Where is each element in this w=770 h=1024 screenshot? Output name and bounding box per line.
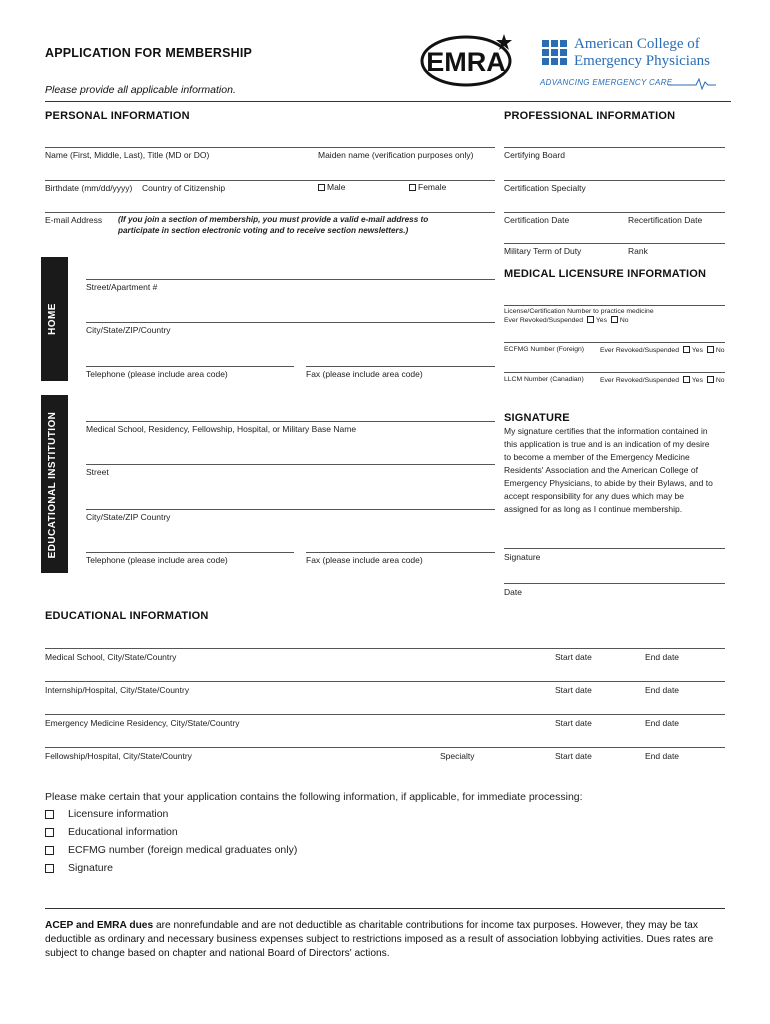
institution-phone-label: Telephone (please include area code): [86, 555, 228, 565]
checklist-item[interactable]: [45, 844, 297, 856]
home-phone-label: Telephone (please include area code): [86, 369, 228, 379]
ecfmg-revoked-row: [600, 346, 725, 354]
male-option[interactable]: [318, 182, 345, 192]
cert-date-line[interactable]: [504, 212, 725, 213]
certifying-board-line[interactable]: [504, 147, 725, 148]
signature-text-line: My signature certifies that the information contained in: [504, 426, 708, 436]
llcm-no-checkbox[interactable]: [707, 376, 714, 383]
email-note-line1: (If you join a section of membership, you must provide a valid e-mail address to: [118, 215, 429, 224]
edu-end-label: End date: [645, 685, 680, 695]
license-number-line[interactable]: [504, 305, 725, 306]
acep-name-line1: American College of: [574, 36, 700, 52]
signature-text-line: assigned for as long as I continue membership.: [504, 504, 683, 514]
license-revoked-row: [504, 316, 629, 324]
checklist-checkbox[interactable]: [45, 864, 54, 873]
birthdate-label: Birthdate (mm/dd/yyyy): [45, 183, 133, 193]
home-street-label: Street/Apartment #: [86, 282, 158, 292]
dues-disclaimer-line2: deductible as ordinary and necessary business expenses subject to restrictions imposed as a result of association lobbying activities. Dues rates are: [45, 934, 714, 945]
signature-text-line: accept responsibility for any dues which may be: [504, 491, 685, 501]
edu-start-label: Start date: [555, 652, 592, 662]
page-subtitle: Please provide all applicable information.: [45, 84, 236, 96]
male-label: Male: [327, 182, 346, 192]
institution-sidebar-label: EDUCATIONAL INSTITUTION: [47, 411, 58, 559]
page-title: APPLICATION FOR MEMBERSHIP: [45, 46, 253, 60]
edu-start-label: Start date: [555, 751, 592, 761]
edu-row-line[interactable]: [45, 747, 725, 748]
ecfmg-no-label: No: [715, 347, 725, 354]
llcm-line[interactable]: [504, 372, 725, 373]
institution-fax-label: Fax (please include area code): [306, 555, 423, 565]
male-checkbox[interactable]: [318, 184, 325, 191]
home-sidebar-label: HOME: [47, 303, 58, 335]
svg-text:EMRA: EMRA: [426, 47, 506, 77]
checklist-item-label: ECFMG number (foreign medical graduates only): [68, 844, 298, 856]
signature-text-line: this application is true and is an indication of my desire: [504, 439, 710, 449]
home-city-label: City/State/ZIP/Country: [86, 325, 171, 335]
institution-city-label: City/State/ZIP Country: [86, 512, 171, 522]
email-note-line2: participate in section electronic voting and to receive section newsletters.): [118, 226, 409, 235]
ecfmg-yes-label: Yes: [691, 347, 703, 354]
institution-street-line[interactable]: [86, 464, 495, 465]
heartbeat-line-icon: [668, 76, 716, 90]
home-fax-line[interactable]: [306, 366, 495, 367]
ecfmg-line[interactable]: [504, 342, 725, 343]
edu-row-label: Medical School, City/State/Country: [45, 652, 177, 662]
signature-heading: SIGNATURE: [504, 412, 570, 424]
edu-row-label: Fellowship/Hospital, City/State/Country: [45, 751, 192, 761]
cert-date-label: Certification Date: [504, 215, 570, 225]
military-term-label: Military Term of Duty: [504, 246, 582, 256]
dues-disclaimer: [45, 919, 735, 961]
checklist-item[interactable]: [45, 862, 113, 874]
llcm-yes-label: Yes: [691, 377, 703, 384]
llcm-no-label: No: [715, 377, 725, 384]
acep-emblem-icon: [540, 38, 570, 72]
license-no-label: No: [619, 317, 629, 324]
home-phone-line[interactable]: [86, 366, 294, 367]
certifying-board-label: Certifying Board: [504, 150, 565, 160]
institution-phone-line[interactable]: [86, 552, 294, 553]
checklist-checkbox[interactable]: [45, 810, 54, 819]
edu-row-line[interactable]: [45, 648, 725, 649]
llcm-label: LLCM Number (Canadian): [504, 376, 584, 383]
license-yes-checkbox[interactable]: [587, 316, 594, 323]
licensure-heading: MEDICAL LICENSURE INFORMATION: [504, 268, 707, 280]
ecfmg-yes-checkbox[interactable]: [683, 346, 690, 353]
cert-specialty-line[interactable]: [504, 180, 725, 181]
name-line[interactable]: [45, 147, 495, 148]
acep-logo: [540, 38, 730, 94]
institution-name-line[interactable]: [86, 421, 495, 422]
home-city-line[interactable]: [86, 322, 495, 323]
dues-disclaimer-lead: ACEP and EMRA dues: [45, 920, 154, 931]
checklist-item[interactable]: [45, 826, 178, 838]
institution-fax-line[interactable]: [306, 552, 495, 553]
professional-info-heading: PROFESSIONAL INFORMATION: [504, 110, 676, 122]
signature-text-line: Emergency Physicians, to abide by their Bylaws, and to: [504, 478, 713, 488]
institution-name-label: Medical School, Residency, Fellowship, Hospital, or Military Base Name: [86, 424, 357, 434]
email-line[interactable]: [45, 212, 495, 213]
date-label: Date: [504, 587, 522, 597]
license-number-label: License/Certification Number to practice medicine: [504, 308, 654, 315]
signature-statement: [504, 425, 729, 516]
female-label: Female: [418, 182, 447, 192]
ecfmg-no-checkbox[interactable]: [707, 346, 714, 353]
date-line[interactable]: [504, 583, 725, 584]
edu-end-label: End date: [645, 718, 680, 728]
birthdate-line[interactable]: [45, 180, 495, 181]
signature-line[interactable]: [504, 548, 725, 549]
edu-end-label: End date: [645, 652, 680, 662]
footer-rule: [45, 908, 725, 909]
edu-row-label: Internship/Hospital, City/State/Country: [45, 685, 190, 695]
female-checkbox[interactable]: [409, 184, 416, 191]
edu-start-label: Start date: [555, 718, 592, 728]
llcm-revoked-label: Ever Revoked/Suspended: [600, 377, 679, 384]
email-label: E-mail Address: [45, 215, 103, 225]
llcm-revoked-row: [600, 376, 725, 384]
edu-start-label: Start date: [555, 685, 592, 695]
military-line[interactable]: [504, 243, 725, 244]
education-heading: EDUCATIONAL INFORMATION: [45, 610, 209, 622]
maiden-name-label: Maiden name (verification purposes only): [318, 150, 474, 160]
ecfmg-revoked-label: Ever Revoked/Suspended: [600, 347, 679, 354]
llcm-yes-checkbox[interactable]: [683, 376, 690, 383]
rank-label: Rank: [628, 246, 648, 256]
acep-tagline: ADVANCING EMERGENCY CARE: [540, 78, 673, 87]
name-label: Name (First, Middle, Last), Title (MD or DO): [45, 150, 210, 160]
edu-row-line[interactable]: [45, 714, 725, 715]
emra-logo: [420, 30, 516, 88]
personal-info-heading: PERSONAL INFORMATION: [45, 110, 190, 122]
license-yes-label: Yes: [595, 317, 607, 324]
signature-label: Signature: [504, 552, 541, 562]
header-rule: [45, 101, 731, 102]
license-no-checkbox[interactable]: [611, 316, 618, 323]
checklist-intro: Please make certain that your application contains the following information, if applicable, for immediate processing:: [45, 791, 583, 803]
checklist-checkbox[interactable]: [45, 846, 54, 855]
checklist-item[interactable]: [45, 808, 168, 820]
ecfmg-label: ECFMG Number (Foreign): [504, 346, 585, 353]
home-street-line[interactable]: [86, 279, 495, 280]
checklist-checkbox[interactable]: [45, 828, 54, 837]
institution-city-line[interactable]: [86, 509, 495, 510]
checklist-item-label: Educational information: [68, 826, 178, 838]
home-fax-label: Fax (please include area code): [306, 369, 423, 379]
female-option[interactable]: [409, 182, 446, 192]
license-revoked-label: Ever Revoked/Suspended: [504, 317, 583, 324]
signature-text-line: to become a member of the Emergency Medicine: [504, 452, 690, 462]
recert-date-label: Recertification Date: [628, 215, 703, 225]
checklist-item-label: Signature: [68, 862, 113, 874]
cert-specialty-label: Certification Specialty: [504, 183, 586, 193]
signature-text-line: Residents' Association and the American College of: [504, 465, 698, 475]
edu-row-line[interactable]: [45, 681, 725, 682]
checklist-item-label: Licensure information: [68, 808, 169, 820]
edu-end-label: End date: [645, 751, 680, 761]
edu-row-label: Emergency Medicine Residency, City/State/Country: [45, 718, 240, 728]
institution-street-label: Street: [86, 467, 109, 477]
acep-name-line2: Emergency Physicians: [574, 53, 710, 69]
edu-specialty-label: Specialty: [440, 751, 475, 761]
citizenship-label: Country of Citizenship: [142, 183, 226, 193]
dues-disclaimer-line3: subject to change based on chapter and national Board of Directors' actions.: [45, 948, 390, 959]
dues-disclaimer-line1: are nonrefundable and are not deductible as charitable contributions for income tax purposes. However, they may be tax: [153, 920, 698, 931]
